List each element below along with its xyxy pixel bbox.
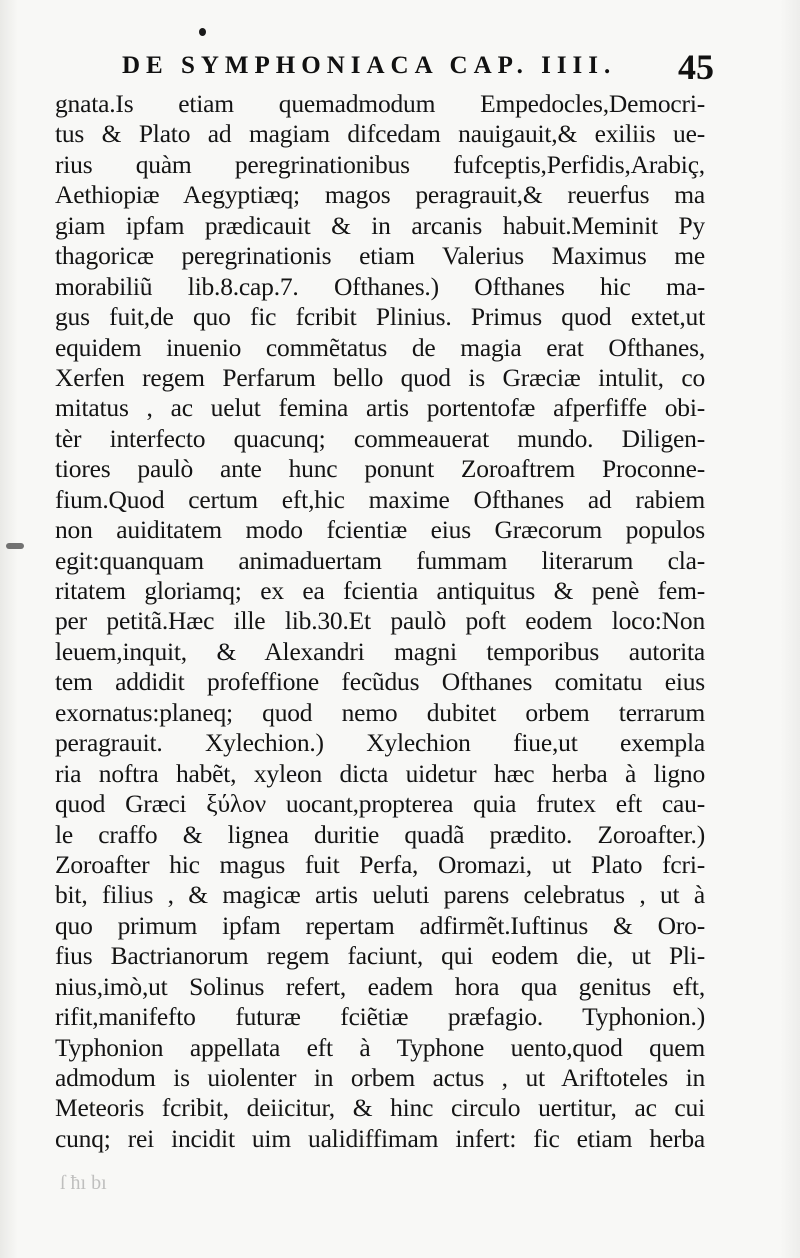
text-line: ritatem gloriamq; ex ea fcientia antiquitus & penè fem- xyxy=(55,576,705,605)
text-line: quod Græci ξύλον uocant,propterea quia frutex eft cau- xyxy=(55,789,705,819)
text-line: leuem,inquit, & Alexandri magni temporibus autorita xyxy=(55,636,705,666)
text-line: morabiliũ lib.8.cap.7. Ofthanes.) Ofthanes hic ma- xyxy=(55,271,705,301)
text-line: per petitã.Hæc ille lib.30.Et paulò poft eodem loco:Non xyxy=(55,606,705,636)
text-line: non auiditatem modo fcientiæ eius Græcorum populos xyxy=(55,515,705,545)
page-number: 45 xyxy=(678,47,714,87)
margin-ink-mark xyxy=(6,543,24,549)
text-line: giam ipfam prædicauit & in arcanis habuit.Meminit Py xyxy=(55,210,705,240)
text-line: le craffo & lignea duritie quadã prædito. Zoroafter.) xyxy=(55,819,705,849)
ink-dot xyxy=(199,28,206,36)
text-line: tiores paulò ante hunc ponunt Zoroaftrem Proconne- xyxy=(55,454,705,484)
text-line: tèr interfecto quacunq; commeauerat mundo. Diligen- xyxy=(55,423,705,453)
text-line: peragrauit. Xylechion.) Xylechion fiue,ut exempla xyxy=(55,728,705,758)
text-line: admodum is uiolenter in orbem actus , ut Ariftoteles in xyxy=(55,1063,705,1092)
text-line: rius quàm peregrinationibus fufceptis,Perfidis,Arabiç, xyxy=(55,149,705,179)
text-line: gnata.Is etiam quemadmodum Empedocles,Democri- xyxy=(55,89,705,118)
text-line: nius,imò,ut Solinus refert, eadem hora qua genitus eft, xyxy=(55,971,705,1001)
text-line: bit, filius , & magicæ artis ueluti parens celebratus , ut à xyxy=(55,880,705,910)
text-line: rifit,manifefto futuræ fciẽtiæ præfagio. Typhonion.) xyxy=(55,1002,705,1032)
text-line: egit:quanquam animaduertam fummam literarum cla- xyxy=(55,545,705,575)
text-line: Zoroafter hic magus fuit Perfa, Oromazi, ut Plato fcri- xyxy=(55,849,705,879)
text-line: mitatus , ac uelut femina artis portentofæ afperfiffe obi- xyxy=(55,393,705,423)
text-line: ria noftra habẽt, xyleon dicta uidetur hæc herba à ligno xyxy=(55,758,705,788)
text-line: cunq; rei incidit uim ualidiffimam infert: fic etiam herba xyxy=(55,1123,705,1153)
text-line: equidem inuenio commẽtatus de magia erat Ofthanes, xyxy=(55,332,705,362)
text-line: fium.Quod certum eft,hic maxime Ofthanes ad rabiem xyxy=(55,484,705,514)
text-line: tus & Plato ad magiam difcedam nauigauit,& exiliis ue- xyxy=(55,119,705,149)
running-head: DE SYMPHONIACA CAP. IIII. xyxy=(122,52,617,79)
text-line: Xerfen regem Perfarum bello quod is Græciæ intulit, co xyxy=(55,362,705,392)
bleed-through-smudge: ſ ħı bı xyxy=(60,1172,107,1194)
text-line: Aethiopiæ Aegyptiæq; magos peragrauit,& reuerfus ma xyxy=(55,180,705,210)
text-line: fius Bactrianorum regem faciunt, qui eodem die, ut Pli- xyxy=(55,941,705,971)
text-line: exornatus:planeq; quod nemo dubitet orbem terrarum xyxy=(55,697,705,727)
text-line: gus fuit,de quo fic fcribit Plinius. Primus quod extet,ut xyxy=(55,302,705,332)
text-line: tem addidit profeffione fecũdus Ofthanes comitatu eius xyxy=(55,667,705,697)
text-line: quo primum ipfam repertam adfirmẽt.Iuftinus & Oro- xyxy=(55,910,705,940)
body-text xyxy=(55,89,705,1154)
text-line: Meteoris fcribit, deiicitur, & hinc circulo uertitur, ac cui xyxy=(55,1093,705,1123)
text-line: Typhonion appellata eft à Typhone uento,quod quem xyxy=(55,1032,705,1062)
text-line: thagoricæ peregrinationis etiam Valerius Maximus me xyxy=(55,241,705,271)
